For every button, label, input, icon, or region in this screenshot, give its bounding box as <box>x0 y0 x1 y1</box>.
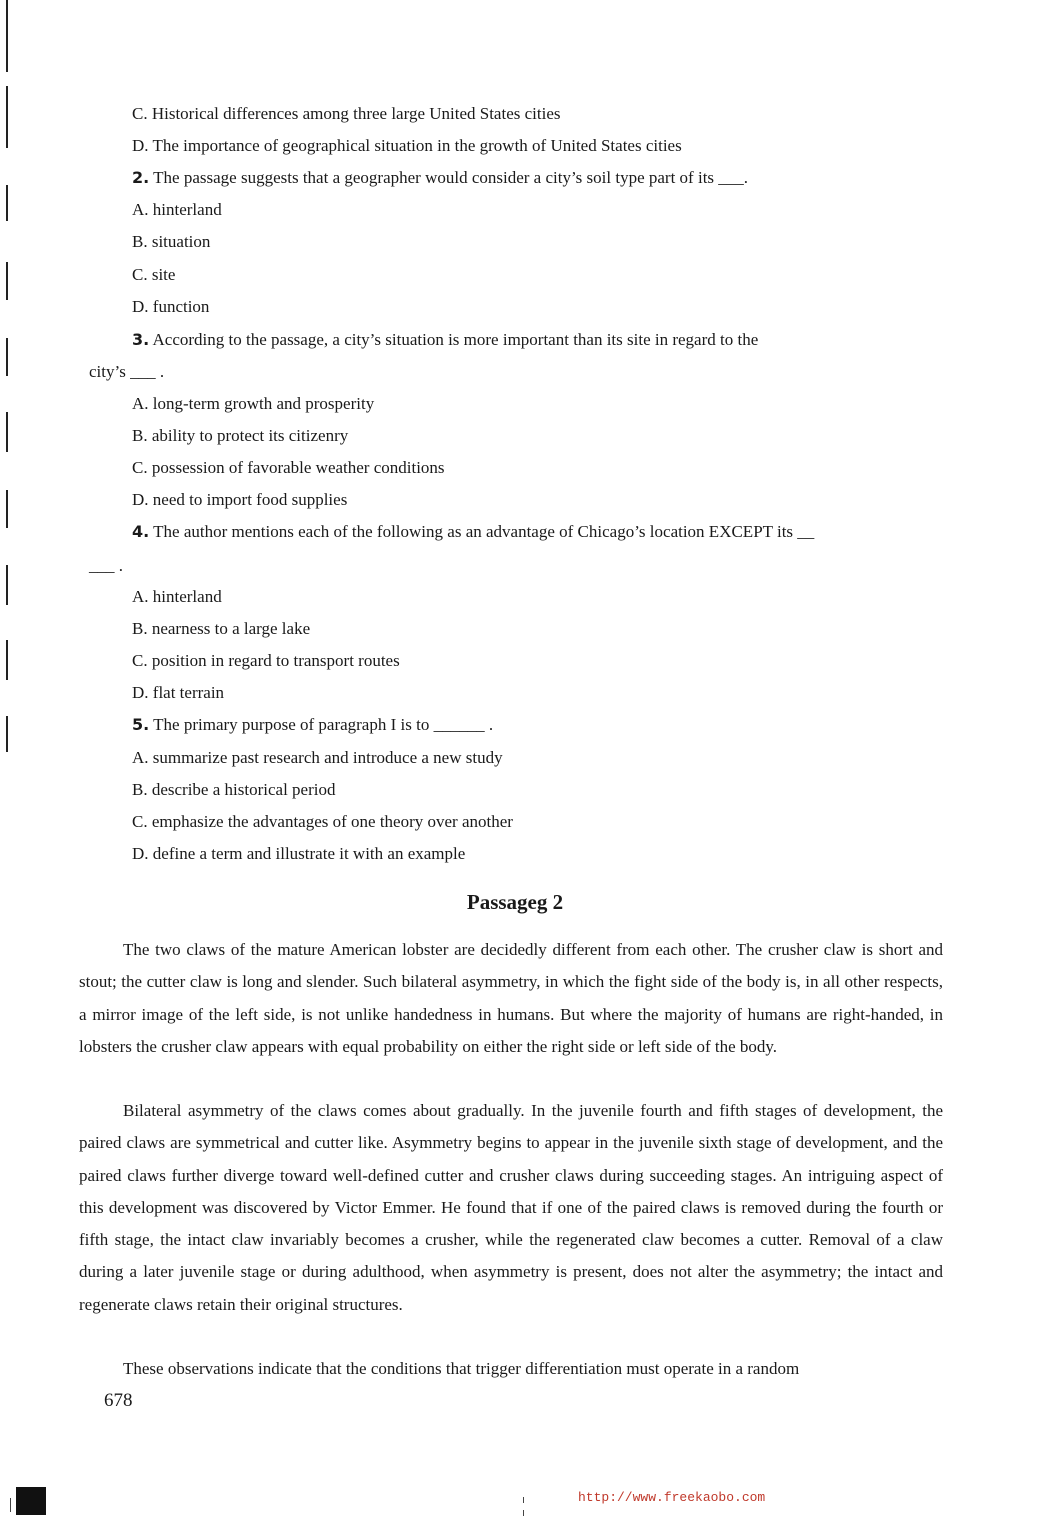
question-text: According to the passage, a city’s situation is more important than its site in regard to the <box>152 330 759 349</box>
option-letter: D. <box>132 844 149 863</box>
option-letter: D. <box>132 490 149 509</box>
option-letter: A. <box>132 587 149 606</box>
margin-mark <box>6 716 8 752</box>
option-text: hinterland <box>152 200 222 219</box>
option-text: define a term and illustrate it with an example <box>152 844 466 863</box>
margin-mark <box>6 640 8 680</box>
option-letter: B. <box>132 426 148 445</box>
passage-heading: Passageg 2 <box>466 890 564 914</box>
option-text: position in regard to transport routes <box>151 651 400 670</box>
list-item <box>132 199 222 221</box>
margin-mark <box>6 565 8 605</box>
option-letter: A. <box>132 394 149 413</box>
option-letter: B. <box>132 619 148 638</box>
margin-mark <box>6 412 8 452</box>
list-item <box>132 231 210 253</box>
question-text: The primary purpose of paragraph I is to ______ . <box>153 715 494 734</box>
question-5 <box>132 714 493 736</box>
option-text: need to import food supplies <box>152 490 348 509</box>
list-item <box>132 843 465 865</box>
option-text: describe a historical period <box>151 780 336 799</box>
option-letter: D. <box>132 683 149 702</box>
scan-corner-mark <box>16 1487 46 1515</box>
question-text: The passage suggests that a geographer would consider a city’s soil type part of its ___. <box>153 168 749 187</box>
scan-mark <box>10 1498 11 1512</box>
question-2 <box>132 167 748 189</box>
option-letter: B. <box>132 780 148 799</box>
option-text: The importance of geographical situation in the growth of United States cities <box>152 136 682 155</box>
list-item <box>132 393 374 415</box>
footer-url: http://www.freekaobo.com <box>578 1490 766 1505</box>
question-number: 2. <box>132 168 150 187</box>
margin-mark <box>6 338 8 376</box>
scan-mark <box>523 1510 524 1516</box>
option-text: situation <box>151 232 211 251</box>
question-4 <box>132 521 814 543</box>
option-text: Historical differences among three large United States cities <box>151 104 561 123</box>
list-item <box>132 650 400 672</box>
paragraph: These observations indicate that the conditions that trigger differentiation must operate in a random <box>123 1359 800 1378</box>
list-item <box>132 682 224 704</box>
paragraph: Bilateral asymmetry of the claws comes about gradually. In the juvenile fourth and fifth stages of development, the paired claws are symmetrical and cutter like. Asymmetry begins to appear in the juvenile sixth stage of development, and the paired claws further diverge toward well-defined cutter and crusher claws during succeeding stages. An intriguing aspect of this development was discovered by Victor Emmer. He found that if one of the paired claws is removed during the fourth or fifth stage, the intact claw invariably becomes a crusher, while the regenerated claw becomes a cutter. Removal of a claw during a later juvenile stage or during adulthood, when asymmetry is present, does not alter the asymmetry; the intact and regenerate claws retain their original structures. <box>79 1101 943 1314</box>
scan-mark <box>523 1497 524 1503</box>
margin-mark <box>6 0 8 72</box>
question-3-continuation: city’s ___ . <box>89 362 165 381</box>
list-item <box>132 618 310 640</box>
margin-mark <box>6 185 8 221</box>
option-letter: C. <box>132 458 148 477</box>
option-letter: C. <box>132 265 148 284</box>
question-3 <box>132 329 758 351</box>
option-letter: C. <box>132 651 148 670</box>
option-letter: C. <box>132 104 148 123</box>
margin-mark <box>6 262 8 300</box>
option-text: hinterland <box>152 587 222 606</box>
option-text: emphasize the advantages of one theory over another <box>151 812 513 831</box>
list-item <box>132 586 222 608</box>
option-text: long-term growth and prosperity <box>152 394 375 413</box>
list-item <box>132 779 335 801</box>
list-item <box>132 103 561 125</box>
option-text: ability to protect its citizenry <box>151 426 349 445</box>
list-item <box>132 747 503 769</box>
list-item <box>132 811 513 833</box>
list-item <box>132 489 347 511</box>
option-letter: D. <box>132 297 149 316</box>
paragraph: The two claws of the mature American lobster are decidedly different from each other. The crusher claw is short and stout; the cutter claw is long and slender. Such bilateral asymmetry, in which the fight side of the body is, in all other respects, a mirror image of the left side, is not unlike handedness in humans. But where the majority of humans are right-handed, in lobsters the crusher claw appears with equal probability on either the right side or left side of the body. <box>79 940 943 1056</box>
question-number: 5. <box>132 715 150 734</box>
question-4-continuation: ___ . <box>89 556 123 575</box>
option-letter: A. <box>132 200 149 219</box>
option-text: flat terrain <box>152 683 225 702</box>
question-text: The author mentions each of the following as an advantage of Chicago’s location EXCEPT its __ <box>153 522 815 541</box>
option-text: site <box>151 265 176 284</box>
option-letter: D. <box>132 136 149 155</box>
option-letter: A. <box>132 748 149 767</box>
option-text: function <box>152 297 210 316</box>
margin-mark <box>6 86 8 148</box>
option-letter: B. <box>132 232 148 251</box>
margin-mark <box>6 490 8 528</box>
option-letter: C. <box>132 812 148 831</box>
list-item <box>132 264 175 286</box>
option-text: nearness to a large lake <box>151 619 311 638</box>
question-number: 3. <box>132 330 150 349</box>
option-text: summarize past research and introduce a new study <box>152 748 503 767</box>
list-item <box>132 425 348 447</box>
option-text: possession of favorable weather conditions <box>151 458 445 477</box>
list-item <box>132 135 682 157</box>
list-item <box>132 296 209 318</box>
question-number: 4. <box>132 522 150 541</box>
page-number: 678 <box>104 1390 133 1411</box>
list-item <box>132 457 445 479</box>
